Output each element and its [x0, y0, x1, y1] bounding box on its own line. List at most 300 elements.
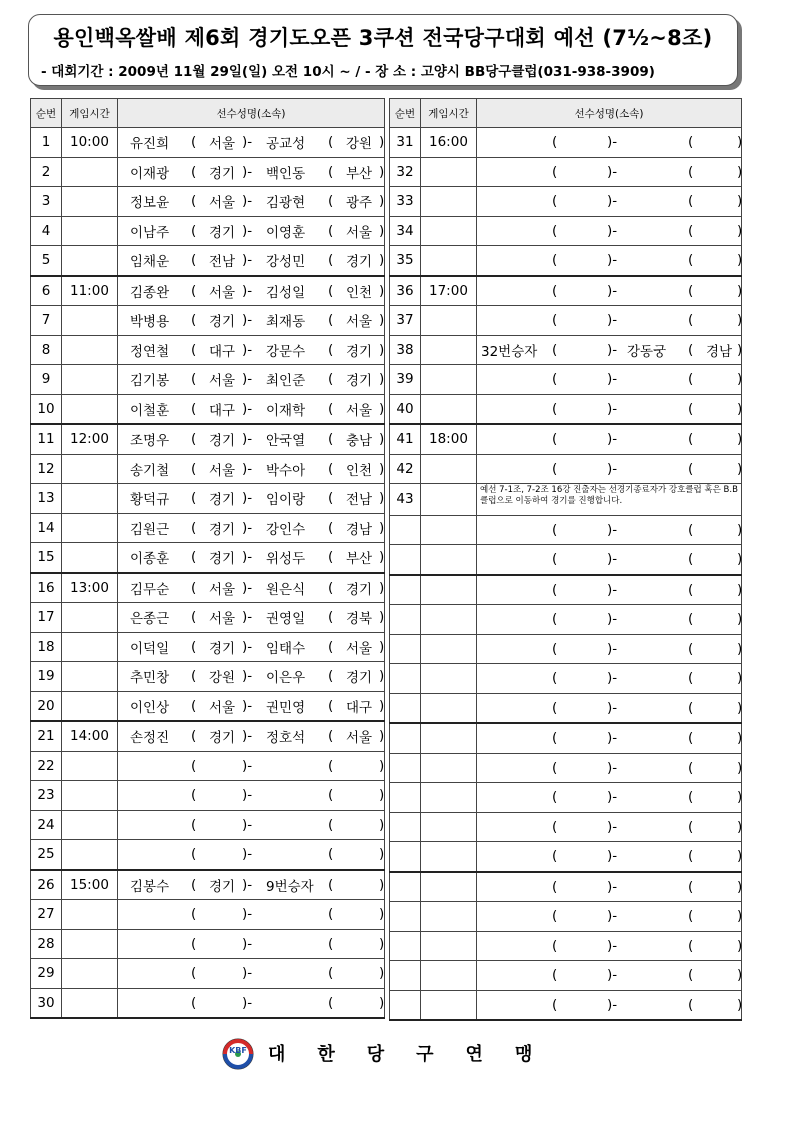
player-1-name: 임채운	[130, 254, 170, 271]
game-time	[421, 783, 477, 813]
table-row	[31, 632, 385, 662]
game-time	[62, 454, 118, 484]
table-row	[31, 513, 385, 543]
match-cell	[118, 573, 385, 603]
paren-close: )	[737, 730, 743, 747]
game-time	[421, 753, 477, 783]
player-1-name: 이남주	[130, 224, 170, 241]
player-1-region: 서울	[209, 611, 236, 628]
match-cell	[477, 872, 742, 902]
player-1-name: 김봉수	[130, 878, 170, 895]
paren-close-dash: )-	[242, 668, 253, 685]
match-cell	[477, 276, 742, 306]
paren-open: (	[328, 371, 334, 388]
paren-close-dash: )-	[607, 581, 618, 598]
table-row	[31, 394, 385, 424]
table-row	[31, 781, 385, 811]
paren-open: (	[328, 312, 334, 329]
player-1-region: 서울	[209, 136, 236, 153]
game-number: 39	[390, 365, 421, 395]
paren-close-dash: )-	[607, 134, 618, 151]
paren-close-dash: )-	[607, 818, 618, 835]
player-2-region: 경기	[346, 373, 373, 390]
game-time	[62, 959, 118, 989]
match-cell	[118, 662, 385, 692]
player-2-name: 임이랑	[266, 492, 306, 509]
paren-open: (	[552, 341, 558, 358]
paren-close-dash: )-	[242, 846, 253, 863]
table-row	[390, 515, 742, 545]
table-row	[390, 723, 742, 753]
player-2-region: 경기	[346, 254, 373, 271]
paren-close: )	[737, 134, 743, 151]
paren-close: )	[737, 371, 743, 388]
game-number	[390, 634, 421, 664]
player-2-name: 강성민	[266, 254, 306, 271]
paren-close: )	[737, 937, 743, 954]
paren-close-dash: )-	[242, 906, 253, 923]
player-2-name: 이영훈	[266, 224, 306, 241]
match-cell	[477, 723, 742, 753]
paren-close: )	[379, 460, 385, 477]
paren-open: (	[328, 816, 334, 833]
table-row	[390, 931, 742, 961]
match-cell	[477, 753, 742, 783]
paren-open: (	[688, 611, 694, 628]
match-cell	[118, 484, 385, 514]
paren-open: (	[191, 400, 197, 417]
table-row	[390, 842, 742, 872]
paren-close: )	[737, 611, 743, 628]
paren-open: (	[688, 730, 694, 747]
game-time	[62, 662, 118, 692]
match-cell	[118, 365, 385, 395]
game-number	[390, 664, 421, 694]
game-time: 11:00	[62, 276, 118, 306]
paren-open: (	[191, 965, 197, 982]
match-cell	[477, 216, 742, 246]
game-number: 9	[31, 365, 62, 395]
match-cell	[118, 988, 385, 1018]
paren-open: (	[552, 551, 558, 568]
table-row	[390, 575, 742, 605]
paren-open: (	[688, 252, 694, 269]
match-cell	[118, 424, 385, 454]
paren-open: (	[191, 697, 197, 714]
paren-close: )	[379, 400, 385, 417]
game-number: 28	[31, 929, 62, 959]
paren-close-dash: )-	[242, 697, 253, 714]
table-row	[31, 335, 385, 365]
game-number: 41	[390, 424, 421, 454]
game-number: 4	[31, 216, 62, 246]
paren-open: (	[191, 460, 197, 477]
paren-close: )	[737, 967, 743, 984]
game-number: 26	[31, 870, 62, 900]
table-row	[31, 900, 385, 930]
paren-open: (	[328, 609, 334, 626]
player-1-region: 경기	[209, 551, 236, 568]
paren-close-dash: )-	[607, 967, 618, 984]
player-2-name: 안국열	[266, 433, 306, 450]
match-cell	[118, 276, 385, 306]
game-time	[62, 810, 118, 840]
paren-open: (	[191, 728, 197, 745]
game-time	[421, 515, 477, 545]
paren-open: (	[328, 163, 334, 180]
game-time	[62, 691, 118, 721]
paren-open: (	[328, 965, 334, 982]
game-time	[421, 365, 477, 395]
player-1-region: 경기	[209, 165, 236, 182]
game-number: 33	[390, 187, 421, 217]
paren-close-dash: )-	[242, 163, 253, 180]
player-2-region: 서울	[346, 224, 373, 241]
player-1-name: 추민창	[130, 670, 170, 687]
paren-open: (	[688, 967, 694, 984]
paren-open: (	[328, 341, 334, 358]
table-row	[31, 929, 385, 959]
paren-open: (	[552, 371, 558, 388]
paren-close: )	[379, 519, 385, 536]
table-row	[390, 454, 742, 484]
paren-open: (	[552, 431, 558, 448]
header-players: 선수성명(소속)	[118, 99, 385, 128]
player-1-name: 박병용	[130, 314, 170, 331]
table-row	[390, 246, 742, 276]
schedule-table-left	[30, 98, 385, 1019]
match-cell	[118, 721, 385, 751]
match-cell	[477, 812, 742, 842]
paren-open: (	[688, 163, 694, 180]
game-time	[62, 929, 118, 959]
paren-close-dash: )-	[607, 431, 618, 448]
paren-open: (	[191, 579, 197, 596]
player-2-name: 정호석	[266, 730, 306, 747]
paren-open: (	[552, 193, 558, 210]
match-cell	[118, 246, 385, 276]
paren-open: (	[688, 848, 694, 865]
table-row	[31, 573, 385, 603]
player-1-region: 대구	[209, 343, 236, 360]
table-row	[31, 751, 385, 781]
paren-open: (	[688, 551, 694, 568]
game-time	[421, 575, 477, 605]
game-number	[390, 842, 421, 872]
match-cell	[477, 128, 742, 158]
game-time	[62, 306, 118, 336]
paren-close-dash: )-	[242, 371, 253, 388]
game-time	[421, 664, 477, 694]
game-time: 18:00	[421, 424, 477, 454]
paren-close-dash: )-	[607, 193, 618, 210]
paren-close-dash: )-	[607, 312, 618, 329]
table-row	[31, 543, 385, 573]
game-time	[62, 988, 118, 1018]
paren-close-dash: )-	[242, 816, 253, 833]
game-time	[421, 961, 477, 991]
match-cell	[118, 306, 385, 336]
game-number: 23	[31, 781, 62, 811]
match-cell	[118, 781, 385, 811]
player-2-name: 임태수	[266, 640, 306, 657]
paren-open: (	[688, 431, 694, 448]
match-cell	[477, 157, 742, 187]
paren-open: (	[552, 818, 558, 835]
paren-open: (	[328, 252, 334, 269]
paren-close-dash: )-	[242, 222, 253, 239]
paren-close: )	[379, 846, 385, 863]
paren-close: )	[379, 341, 385, 358]
paren-open: (	[191, 549, 197, 566]
table-row	[31, 424, 385, 454]
footer	[0, 1036, 794, 1072]
paren-close: )	[379, 906, 385, 923]
game-number: 16	[31, 573, 62, 603]
player-1-name: 이덕일	[130, 640, 170, 657]
player-1-name: 조명우	[130, 433, 170, 450]
paren-close: )	[379, 134, 385, 151]
match-cell	[118, 929, 385, 959]
paren-open: (	[552, 460, 558, 477]
game-number: 11	[31, 424, 62, 454]
game-time	[62, 246, 118, 276]
match-cell	[118, 187, 385, 217]
match-cell	[477, 990, 742, 1020]
player-1-region: 경기	[209, 433, 236, 450]
paren-close-dash: )-	[242, 579, 253, 596]
paren-open: (	[552, 312, 558, 329]
paren-open: (	[552, 789, 558, 806]
game-time	[62, 603, 118, 633]
game-number: 25	[31, 840, 62, 870]
player-2-name: 김광현	[266, 195, 306, 212]
match-cell	[118, 454, 385, 484]
match-cell	[118, 691, 385, 721]
paren-close: )	[379, 787, 385, 804]
player-2-name: 9번승자	[266, 878, 314, 895]
player-1-name: 김원근	[130, 521, 170, 538]
match-cell	[477, 842, 742, 872]
paren-open: (	[328, 728, 334, 745]
paren-open: (	[328, 400, 334, 417]
match-cell	[118, 394, 385, 424]
game-number: 30	[31, 988, 62, 1018]
paren-open: (	[328, 787, 334, 804]
paren-close: )	[737, 699, 743, 716]
match-cell	[477, 961, 742, 991]
paren-open: (	[552, 611, 558, 628]
game-number: 21	[31, 721, 62, 751]
game-number: 14	[31, 513, 62, 543]
player-2-name: 박수아	[266, 462, 306, 479]
paren-close: )	[737, 163, 743, 180]
paren-close: )	[379, 965, 385, 982]
paren-open: (	[552, 848, 558, 865]
table-row	[31, 840, 385, 870]
paren-open: (	[688, 341, 694, 358]
game-time: 16:00	[421, 128, 477, 158]
table-row	[390, 306, 742, 336]
player-2-region: 서울	[346, 730, 373, 747]
player-2-name: 원은식	[266, 581, 306, 598]
player-1-region: 경기	[209, 878, 236, 895]
paren-close: )	[737, 431, 743, 448]
table-row	[31, 691, 385, 721]
game-number: 13	[31, 484, 62, 514]
table-row	[31, 216, 385, 246]
match-cell	[118, 751, 385, 781]
paren-close-dash: )-	[607, 371, 618, 388]
game-number: 40	[390, 394, 421, 424]
game-time	[62, 513, 118, 543]
paren-open: (	[552, 937, 558, 954]
game-time	[421, 187, 477, 217]
player-2-region: 부산	[346, 551, 373, 568]
player-2-name: 김성일	[266, 284, 306, 301]
paren-open: (	[328, 906, 334, 923]
player-1-name: 이인상	[130, 699, 170, 716]
table-row	[390, 753, 742, 783]
match-cell	[477, 693, 742, 723]
paren-open: (	[688, 134, 694, 151]
player-1-region: 서울	[209, 284, 236, 301]
paren-close-dash: )-	[607, 551, 618, 568]
game-time	[62, 900, 118, 930]
table-row	[390, 990, 742, 1020]
header-time: 게임시간	[421, 99, 477, 128]
paren-open: (	[688, 460, 694, 477]
game-time	[421, 157, 477, 187]
player-1-region: 대구	[209, 402, 236, 419]
paren-open: (	[191, 519, 197, 536]
game-number: 36	[390, 276, 421, 306]
paren-close: )	[737, 222, 743, 239]
game-time	[62, 543, 118, 573]
player-2-region: 서울	[346, 402, 373, 419]
game-number: 20	[31, 691, 62, 721]
game-number: 8	[31, 335, 62, 365]
player-1-region: 경기	[209, 314, 236, 331]
game-time	[421, 902, 477, 932]
paren-close: )	[379, 163, 385, 180]
paren-open: (	[328, 282, 334, 299]
paren-close: )	[379, 697, 385, 714]
match-cell	[118, 335, 385, 365]
paren-close-dash: )-	[242, 994, 253, 1011]
player-1-region: 서울	[209, 462, 236, 479]
paren-close-dash: )-	[607, 460, 618, 477]
paren-close: )	[737, 282, 743, 299]
game-number: 2	[31, 157, 62, 187]
paren-open: (	[191, 371, 197, 388]
paren-open: (	[191, 312, 197, 329]
match-cell	[477, 424, 742, 454]
table-row	[390, 634, 742, 664]
match-cell	[477, 306, 742, 336]
paren-open: (	[328, 697, 334, 714]
game-number: 1	[31, 128, 62, 158]
kbf-logo-icon	[222, 1038, 254, 1070]
player-1-name: 32번승자	[481, 343, 538, 360]
paren-open: (	[552, 400, 558, 417]
game-time	[421, 306, 477, 336]
paren-open: (	[688, 908, 694, 925]
player-2-region: 광주	[346, 195, 373, 212]
logo-lettering: KBF	[229, 1046, 247, 1055]
paren-close: )	[737, 193, 743, 210]
paren-close: )	[379, 490, 385, 507]
header-no: 순번	[31, 99, 62, 128]
paren-close-dash: )-	[607, 611, 618, 628]
paren-close-dash: )-	[607, 848, 618, 865]
paren-close: )	[379, 312, 385, 329]
player-2-region: 인천	[346, 462, 373, 479]
player-1-name: 이재광	[130, 165, 170, 182]
game-number: 22	[31, 751, 62, 781]
game-number	[390, 872, 421, 902]
game-time: 10:00	[62, 128, 118, 158]
player-1-name: 은종근	[130, 611, 170, 628]
table-row	[31, 484, 385, 514]
paren-open: (	[191, 906, 197, 923]
paren-open: (	[191, 134, 197, 151]
table-row	[31, 662, 385, 692]
game-time: 12:00	[62, 424, 118, 454]
paren-close-dash: )-	[242, 965, 253, 982]
match-cell	[118, 900, 385, 930]
paren-close: )	[379, 222, 385, 239]
game-number: 27	[31, 900, 62, 930]
paren-close-dash: )-	[242, 935, 253, 952]
paren-close-dash: )-	[607, 670, 618, 687]
paren-open: (	[191, 846, 197, 863]
paren-close-dash: )-	[607, 640, 618, 657]
paren-close: )	[737, 818, 743, 835]
game-number: 31	[390, 128, 421, 158]
paren-close: )	[379, 252, 385, 269]
game-number: 24	[31, 810, 62, 840]
paren-close: )	[737, 759, 743, 776]
player-2-name: 강인수	[266, 521, 306, 538]
paren-open: (	[552, 252, 558, 269]
match-cell	[118, 157, 385, 187]
paren-open: (	[191, 193, 197, 210]
player-2-name: 권영일	[266, 611, 306, 628]
paren-close-dash: )-	[607, 521, 618, 538]
player-1-region: 경기	[209, 730, 236, 747]
paren-close-dash: )-	[242, 341, 253, 358]
paren-open: (	[328, 431, 334, 448]
table-row	[31, 870, 385, 900]
paren-open: (	[328, 935, 334, 952]
paren-close: )	[737, 878, 743, 895]
player-1-name: 손정진	[130, 730, 170, 747]
paren-open: (	[328, 668, 334, 685]
player-2-name: 최인준	[266, 373, 306, 390]
paren-open: (	[328, 876, 334, 893]
match-cell	[477, 664, 742, 694]
player-1-name: 정보윤	[130, 195, 170, 212]
paren-open: (	[191, 163, 197, 180]
paren-close: )	[379, 193, 385, 210]
game-number: 38	[390, 335, 421, 365]
organization-name: 대한당구연맹	[268, 1044, 565, 1065]
game-time	[62, 216, 118, 246]
paren-open: (	[552, 670, 558, 687]
paren-open: (	[328, 638, 334, 655]
player-1-region: 경기	[209, 521, 236, 538]
